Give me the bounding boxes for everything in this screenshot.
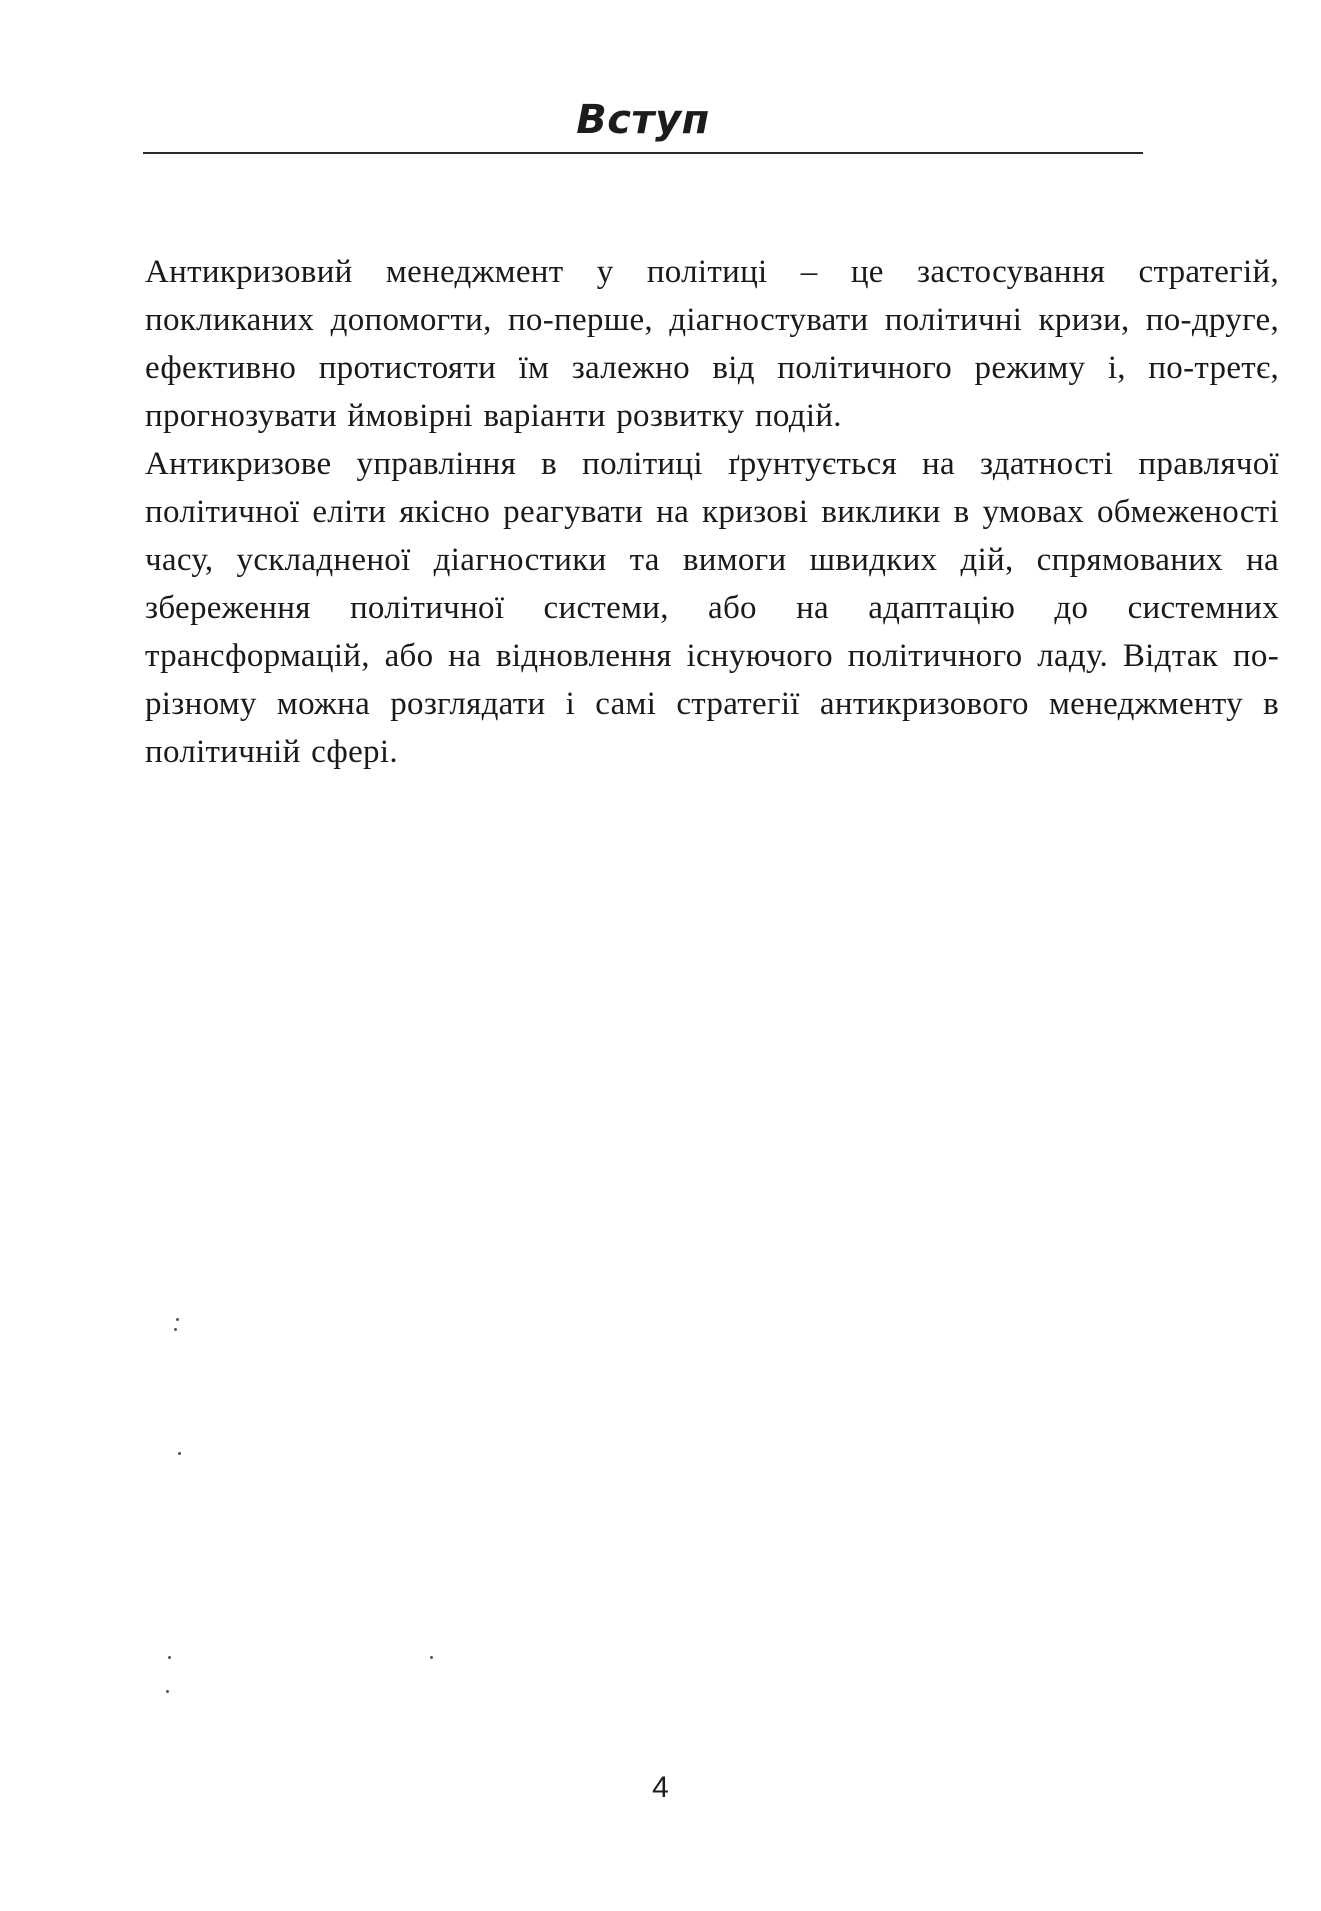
scan-speck [166, 1690, 169, 1693]
page-number: 4 [652, 1771, 669, 1804]
section-heading: Вступ [576, 97, 710, 143]
body-text [145, 248, 1279, 776]
paragraph-1: Антикризовий менеджмент у політиці – це застосування стратегій, покликаних допомогти, по-перше, діагностувати політичні кризи, по-друге, ефективно протистояти їм залежно від політичного режиму і, по-третє, прогнозувати ймовірні варіанти розвитку подій. [145, 254, 1279, 434]
scan-speck [430, 1656, 433, 1659]
scan-speck [174, 1328, 177, 1331]
scan-speck [176, 1318, 179, 1321]
paragraph-2: Антикризове управління в політиці ґрунтується на здатності правлячої політичної еліти якісно реагувати на кризові виклики в умовах обмеженості часу, ускладненої діагностики та вимоги швидких дій, спрямованих на збереження політичної системи, або на адаптацію до системних трансформацій, або на відновлення існуючого політичного ладу. Відтак по-різному можна розглядати і самі стратегії антикризового менеджменту в політичній сфері. [145, 446, 1279, 770]
heading-underline [143, 152, 1143, 154]
scan-speck [178, 1452, 181, 1455]
scan-speck [168, 1656, 171, 1659]
